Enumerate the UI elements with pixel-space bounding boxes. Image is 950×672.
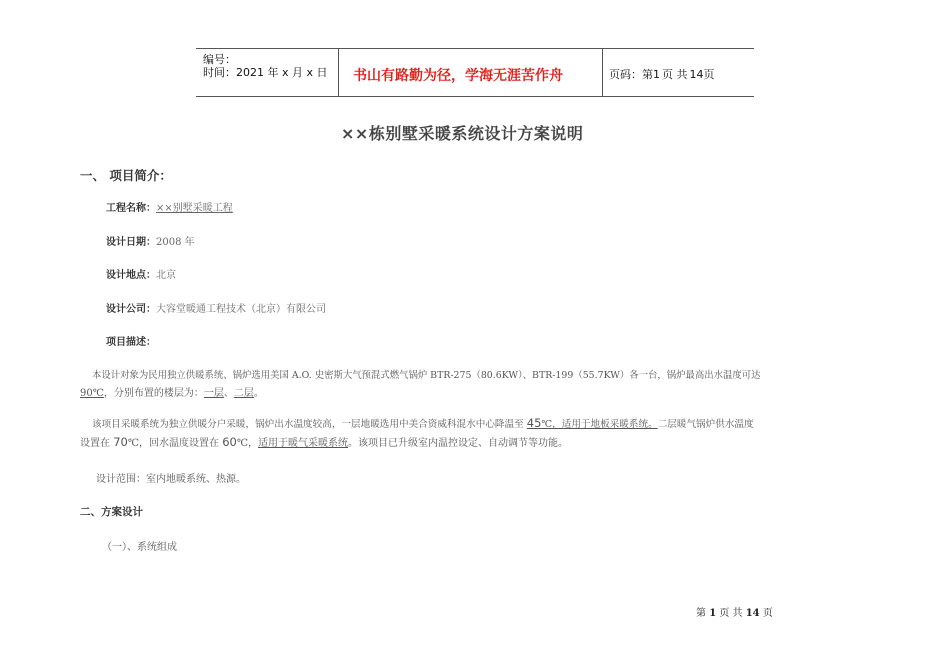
paragraph-2-line-2 xyxy=(80,434,568,449)
header-page-info xyxy=(609,66,715,82)
design-date-label: 设计日期： xyxy=(106,237,156,248)
header-divider-left xyxy=(338,48,339,96)
page-footer xyxy=(696,604,773,619)
header-page-prefix: 页码：第 xyxy=(609,68,653,81)
header-divider-right xyxy=(602,48,603,96)
design-date-row xyxy=(106,233,195,248)
p2-line1-a: 该项目采暖系统为独立供暖分户采暖，锅炉出水温度较高，一层地暖选用中美合资威科混水中心降温至 xyxy=(92,419,527,430)
p2-line2-b: ℃，回水温度设置在 xyxy=(127,438,223,449)
header-motto: 书山有路勤为径，学海无涯苦作舟 xyxy=(353,68,563,84)
p1-end: 。 xyxy=(253,388,264,399)
p2-line2-e: 。该项目已升级室内温控设定、自动调节等功能。 xyxy=(348,438,569,449)
project-name-row xyxy=(106,199,233,214)
section-1-heading: 一、 项目简介： xyxy=(80,168,172,183)
header-page-suffix: 页 xyxy=(703,68,715,81)
p2-temp-70: 70 xyxy=(113,435,128,449)
design-company-value: 大容堂暖通工程技术（北京）有限公司 xyxy=(156,304,326,315)
design-place-label: 设计地点： xyxy=(106,270,156,281)
footer-prefix: 第 xyxy=(696,608,706,619)
p2-temp-45: 45 xyxy=(526,416,542,430)
design-company-label: 设计公司： xyxy=(106,304,156,315)
subsection-1-heading: （一）、系统组成 xyxy=(102,542,177,553)
footer-mid: 页 共 xyxy=(719,608,743,619)
p1-floor-1: 一层 xyxy=(203,388,224,399)
project-desc-label: 项目描述： xyxy=(106,337,156,348)
p1-mid: ，分别布置的楼层为： xyxy=(103,388,204,399)
p2-line2-d: 适用于暖气采暖系统 xyxy=(258,438,349,449)
p2-line2-a: 设置在 xyxy=(80,438,114,449)
project-name-value: ××别墅采暖工程 xyxy=(156,203,233,214)
header-page-total: 14 xyxy=(689,68,704,81)
p2-line1-b: ℃，适用于地板采暖系统。 xyxy=(541,419,658,430)
header-page-num: 1 xyxy=(653,68,660,81)
paragraph-1-line-2 xyxy=(80,384,264,399)
design-scope: 设计范围：室内地暖系统、热源。 xyxy=(96,474,246,485)
section-2-heading: 二、方案设计 xyxy=(80,506,143,518)
design-place-value: 北京 xyxy=(156,270,176,281)
project-desc-row xyxy=(106,333,156,348)
header-number-label: 编号： xyxy=(203,53,236,66)
header-page-mid: 页 共 xyxy=(662,68,688,81)
design-date-value: 2008 年 xyxy=(156,237,195,248)
project-name-label: 工程名称： xyxy=(106,203,156,214)
p1-temperature: 90℃ xyxy=(80,388,104,399)
design-place-row xyxy=(106,266,176,281)
paragraph-2-line-1 xyxy=(92,416,754,430)
document-title: ××栋别墅采暖系统设计方案说明 xyxy=(341,124,584,143)
p1-sep: 、 xyxy=(223,388,234,399)
p1-floor-2: 二层 xyxy=(233,388,254,399)
footer-suffix: 页 xyxy=(762,608,773,619)
design-company-row xyxy=(106,300,326,315)
header-bottom-rule xyxy=(196,96,754,97)
p2-temp-60: 60 xyxy=(222,435,237,449)
header-top-rule xyxy=(196,48,754,49)
footer-page: 1 xyxy=(709,608,717,619)
p2-line1-c: 二层暖气锅炉供水温度 xyxy=(657,419,754,430)
footer-total: 14 xyxy=(745,608,760,619)
header-time-label: 时间：2021 年 x 月 x 日 xyxy=(203,66,328,79)
p2-line2-c: ℃， xyxy=(236,438,259,449)
paragraph-1-line-1: 本设计对象为民用独立供暖系统、锅炉选用美国 A.O. 史密斯大气预混式燃气锅炉 BTR-275（80.6KW）、BTR-199（55.7KW）各一台，锅炉最高出水温度可达 xyxy=(92,370,761,381)
